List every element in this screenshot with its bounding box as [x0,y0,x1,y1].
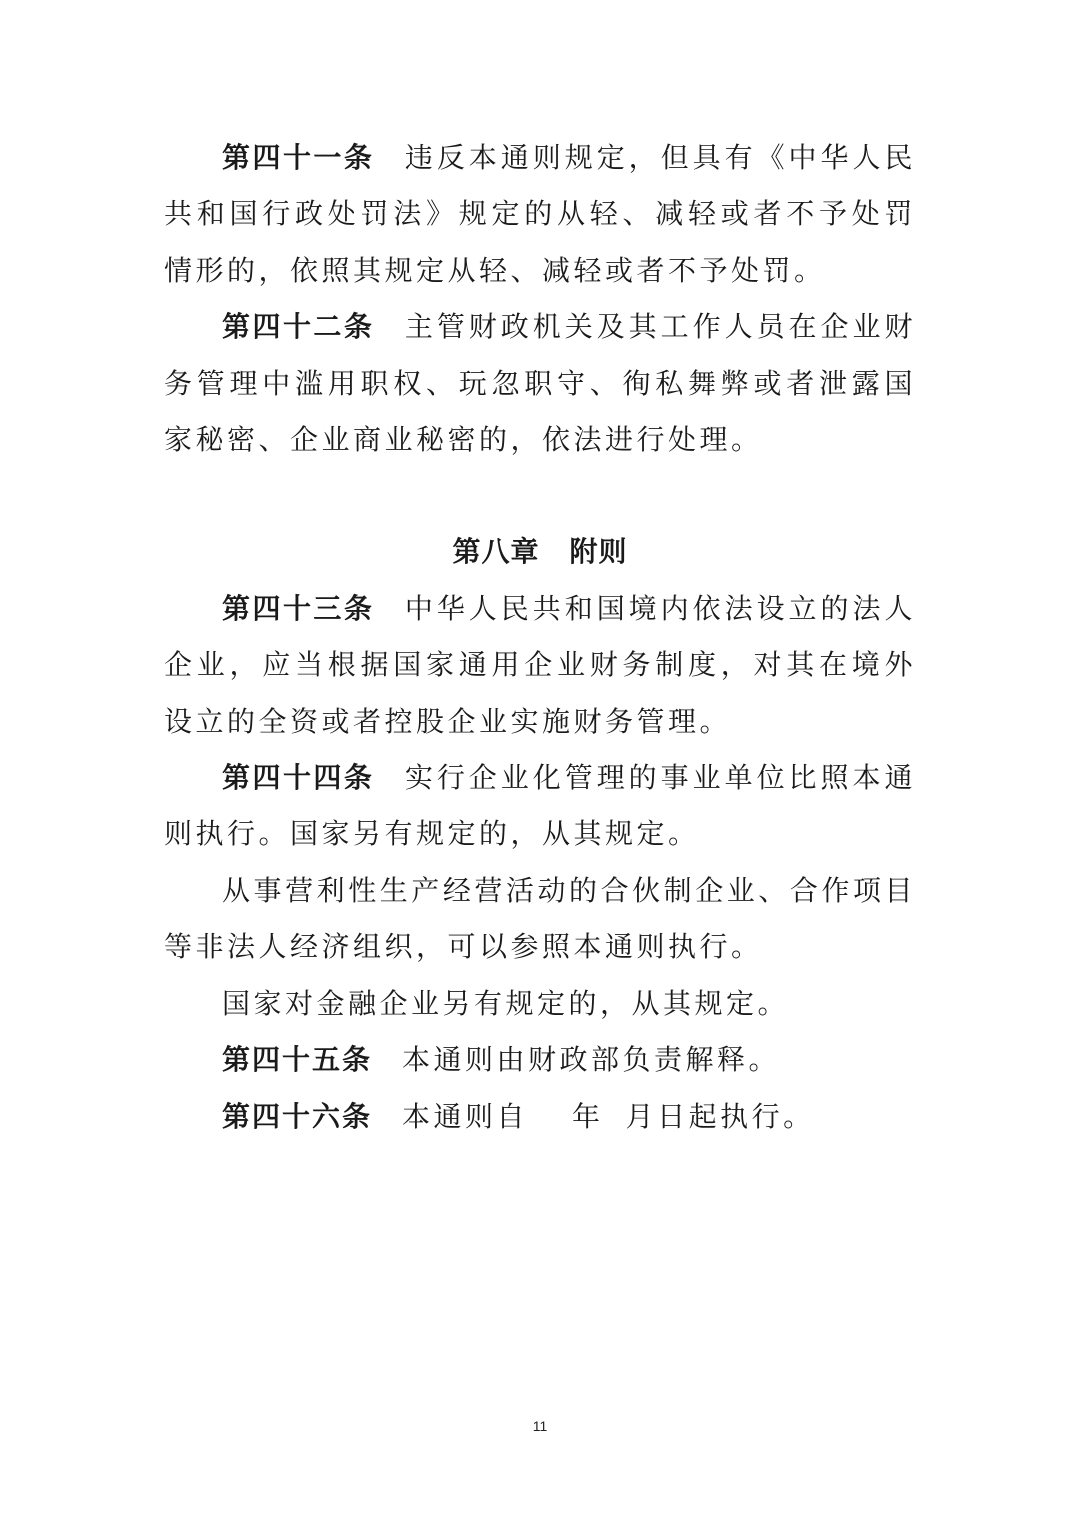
article-41-text: 违反本通则规定，但具有《中华人民共和国行政处罚法》规定的从轻、减轻或者不予处罚情形的，依照其规定从轻、减轻或者不予处罚。 [164,141,916,287]
page-content [164,130,916,1145]
article-42 [164,299,916,468]
article-43-heading: 第四十三条 [222,591,375,625]
article-41-heading: 第四十一条 [222,141,375,174]
article-46-month: 月 [625,1099,658,1133]
article-43 [164,581,916,750]
article-42-text: 主管财政机关及其工作人员在企业财务管理中滥用职权、玩忽职守、徇私舞弊或者泄露国家秘密、企业商业秘密的，依法进行处理。 [164,310,916,457]
article-46-text-start: 本通则自 [402,1099,529,1133]
article-44-paragraph-2: 从事营利性生产经营活动的合伙制企业、合作项目等非法人经济组织，可以参照本通则执行。 [164,873,916,964]
article-46-heading: 第四十六条 [222,1099,373,1133]
article-44 [164,750,916,863]
article-46-year: 年 [572,1099,604,1133]
chapter-number: 第八章 [452,535,540,569]
article-46-text-end: 日起执行。 [657,1099,815,1133]
article-44-paragraph-3: 国家对金融企业另有规定的，从其规定。 [222,986,790,1020]
article-46 [164,1089,916,1145]
article-44-heading: 第四十四条 [222,761,375,795]
article-45-heading: 第四十五条 [222,1043,373,1077]
article-45 [164,1032,916,1088]
chapter-title: 附则 [569,535,628,569]
page-number: 11 [532,1418,548,1434]
article-42-heading: 第四十二条 [222,310,375,344]
article-45-text: 本通则由财政部负责解释。 [402,1043,781,1077]
article-43-text: 中华人民共和国境内依法设立的法人企业，应当根据国家通用企业财务制度，对其在境外设立的全资或者控股企业实施财务管理。 [164,591,916,738]
article-41 [164,130,916,299]
article-44-text: 实行企业化管理的事业单位比照本通则执行。国家另有规定的，从其规定。 [164,761,916,851]
chapter-heading [164,524,916,580]
